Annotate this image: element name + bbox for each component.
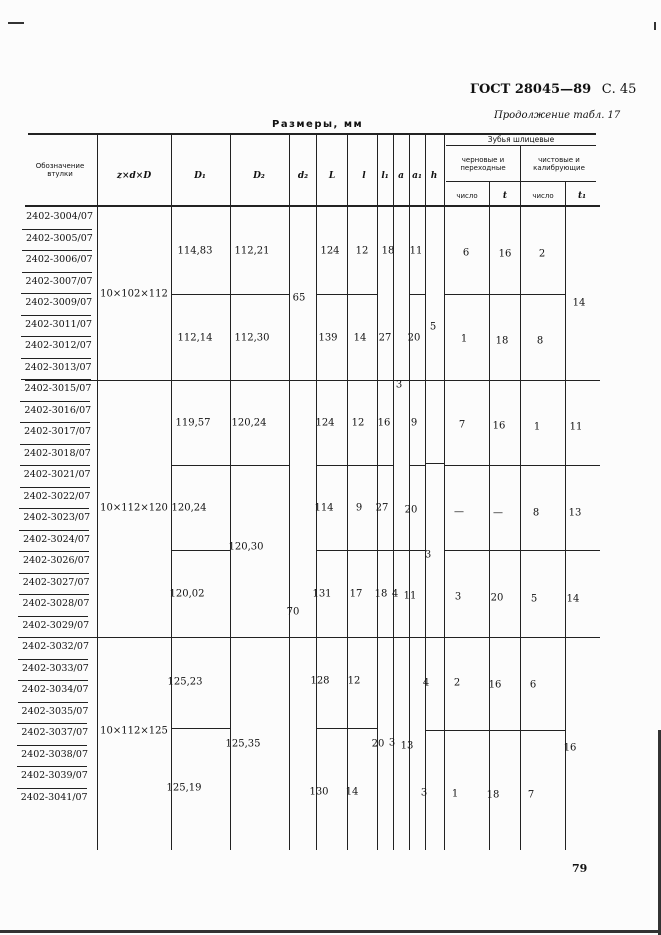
designation-cell: 2402-3018/07: [23, 447, 91, 459]
row-underline: [20, 401, 90, 402]
cell-rough-t: 16: [492, 420, 506, 432]
block-line: [316, 728, 377, 729]
cell-l: 12: [355, 245, 369, 257]
cell-D1: 120,24: [171, 502, 207, 514]
group-sep-1: [25, 380, 600, 381]
cell-D1: 112,14: [177, 332, 213, 344]
designation-cell: 2402-3009/07: [25, 297, 93, 308]
cell-rough-t: 16: [488, 679, 502, 691]
cell-D2: 120,24: [231, 417, 267, 429]
cell-L: 124: [315, 417, 335, 429]
row-underline: [19, 508, 89, 509]
designation-cell: 2402-3034/07: [21, 684, 89, 695]
header-a1: a₁: [412, 171, 422, 181]
cell-D2: 125,35: [225, 738, 261, 750]
header-D2: D₂: [253, 171, 265, 181]
row-underline: [18, 680, 88, 681]
designation-cell: 2402-3011/07: [25, 318, 92, 330]
row-underline: [19, 573, 89, 574]
cell-l: 12: [347, 675, 361, 687]
header-zdD: z×d×D: [116, 171, 152, 181]
block-line: [171, 294, 289, 295]
row-underline: [18, 637, 88, 638]
cell-a: 3: [388, 737, 396, 749]
cell-l1: 18: [381, 245, 395, 257]
cell-D1: 120,02: [169, 588, 205, 600]
col-sep-D2: [289, 134, 290, 850]
block-line: [171, 550, 230, 551]
cell-a: 4: [391, 588, 399, 600]
cell-L: 128: [310, 675, 330, 687]
header-bottom-border: [25, 205, 600, 207]
designation-cell: 2402-3022/07: [23, 490, 91, 502]
cell-rough-t: 18: [486, 789, 500, 801]
designation-cell: 2402-3035/07: [21, 705, 89, 717]
row-underline: [20, 422, 90, 423]
row-underline: [19, 551, 89, 552]
row-underline: [18, 616, 88, 617]
cell-D2: 112,30: [234, 332, 270, 344]
cell-finish-t1: 14: [566, 593, 580, 605]
cell-l: 17: [349, 588, 363, 600]
cell-d2: 70: [286, 606, 300, 618]
designation-cell: 2402-3037/07: [21, 727, 89, 738]
row-underline: [18, 702, 88, 703]
cell-finish-count: 5: [530, 593, 538, 605]
header-rough-t: t: [502, 191, 508, 201]
designation-cell: 2402-3017/07: [24, 426, 91, 437]
row-underline: [21, 358, 91, 359]
row-underline: [20, 487, 90, 488]
cell-a1: 20: [407, 332, 421, 344]
row-underline: [18, 659, 88, 660]
row-underline: [17, 766, 87, 767]
cell-a: 3: [395, 379, 403, 391]
row-underline: [21, 379, 91, 380]
header-finish-t1: t₁: [577, 191, 587, 201]
standard-title: [470, 82, 636, 97]
header-rough-count: число: [456, 192, 478, 200]
designation-cell: 2402-3024/07: [23, 533, 90, 545]
cell-l1: 27: [378, 332, 392, 344]
designation-cell: 2402-3021/07: [23, 469, 91, 480]
scan-mark-right: [654, 22, 656, 30]
designation-cell: 2402-3041/07: [20, 791, 88, 803]
cell-finish-count: 7: [527, 789, 535, 801]
cell-rough-count: 6: [462, 247, 470, 259]
page-ref: С. 45: [601, 82, 637, 97]
designation-cell: 2402-3012/07: [24, 340, 92, 351]
row-underline: [22, 229, 92, 230]
row-underline: [21, 336, 91, 337]
block-line: [444, 294, 565, 295]
designation-cell: 2402-3029/07: [22, 619, 90, 631]
cell-rough-t: 18: [495, 335, 509, 347]
cell-finish-t1: 13: [568, 507, 582, 519]
header-l: l: [362, 171, 366, 181]
block-line: [425, 463, 444, 464]
header-finish: чистовые и калибрующие: [533, 156, 585, 172]
designation-cell: 2402-3005/07: [25, 232, 93, 244]
cell-l: 9: [355, 502, 363, 514]
header-rough: черновые и переходные: [460, 156, 506, 172]
row-underline: [17, 788, 87, 789]
teeth-sub-line: [446, 181, 596, 182]
row-underline: [20, 465, 90, 466]
col-sep-rough-count: [489, 181, 490, 850]
cell-l1: 18: [374, 588, 388, 600]
cell-h: 5: [429, 321, 437, 333]
cell-D1: 125,19: [166, 782, 202, 794]
block-line: [316, 294, 377, 295]
cell-a1: 11: [403, 590, 417, 602]
designation-cell: 2402-3013/07: [24, 361, 92, 373]
cell-zdD: 10×112×120: [100, 502, 168, 514]
designation-cell: 2402-3016/07: [24, 404, 92, 416]
group-sep-2: [25, 637, 600, 638]
cell-l: 14: [353, 332, 367, 344]
cell-rough-t: 16: [498, 248, 512, 260]
header-L: L: [328, 171, 336, 181]
col-sep-rough-t: [520, 145, 521, 850]
cell-l1: 20: [371, 738, 385, 750]
cell-rough-count: 3: [454, 591, 462, 603]
designation-cell: 2402-3004/07: [26, 211, 93, 222]
cell-D1: 119,57: [175, 417, 211, 429]
designation-cell: 2402-3015/07: [24, 383, 92, 394]
designation-cell: 2402-3038/07: [21, 748, 88, 760]
block-line: [444, 550, 600, 551]
cell-finish-t1: 16: [563, 742, 577, 754]
cell-D1: 114,83: [177, 245, 213, 257]
row-underline: [21, 293, 91, 294]
cell-finish-count: 2: [538, 248, 546, 260]
cell-l: 14: [345, 786, 359, 798]
block-line: [171, 465, 289, 466]
block-line: [409, 294, 425, 295]
cell-finish-t1: 14: [572, 297, 586, 309]
page-number: 79: [572, 862, 588, 875]
col-sep-L: [347, 134, 348, 850]
cell-rough-t: —: [493, 507, 503, 519]
designation-cell: 2402-3033/07: [21, 662, 89, 674]
continuation-label: Продолжение табл. 17: [494, 110, 621, 121]
block-line: [316, 550, 409, 551]
cell-finish-t1: 11: [569, 421, 583, 433]
standard-number: ГОСТ 28045—89: [470, 82, 592, 97]
row-underline: [20, 444, 90, 445]
cell-h: 3: [424, 549, 432, 561]
cell-D2: 112,21: [234, 245, 270, 257]
row-underline: [19, 530, 89, 531]
scan-bottom-edge: [0, 930, 661, 933]
designation-cell: 2402-3039/07: [20, 770, 88, 781]
col-sep-h: [444, 134, 445, 850]
designation-cell: 2402-3006/07: [25, 254, 93, 265]
cell-l1: 16: [377, 417, 391, 429]
header-d2: d₂: [297, 171, 309, 181]
cell-finish-count: 8: [536, 335, 544, 347]
cell-finish-count: 8: [532, 507, 540, 519]
cell-D1: 125,23: [167, 676, 203, 688]
designation-cell: 2402-3023/07: [23, 512, 91, 523]
sizes-caption: Размеры, мм: [272, 119, 364, 130]
cell-L: 130: [309, 786, 329, 798]
designation-cell: 2402-3028/07: [22, 598, 90, 609]
block-line: [444, 465, 600, 466]
header-designation: Обозначение втулки: [35, 162, 85, 178]
cell-l1: 27: [375, 502, 389, 514]
cell-L: 139: [318, 332, 338, 344]
col-sep-a1: [425, 134, 426, 850]
cell-rough-count: 1: [451, 788, 459, 800]
row-underline: [21, 315, 91, 316]
scan-mark: [8, 22, 24, 24]
header-h: h: [430, 171, 438, 181]
cell-l: 12: [351, 417, 365, 429]
header-a: a: [398, 171, 404, 181]
cell-rough-count: 7: [458, 419, 466, 431]
cell-finish-count: 1: [533, 421, 541, 433]
row-underline: [19, 594, 89, 595]
cell-zdD: 10×102×112: [100, 288, 168, 300]
cell-a1: 20: [404, 504, 418, 516]
designation-cell: 2402-3027/07: [22, 576, 90, 588]
cell-a1: 13: [400, 740, 414, 752]
header-teeth-group: Зубья шлицевые: [487, 135, 555, 144]
row-underline: [22, 272, 92, 273]
designation-cell: 2402-3007/07: [25, 275, 93, 287]
cell-L: 131: [312, 588, 332, 600]
cell-rough-t: 20: [490, 592, 504, 604]
teeth-header-line: [446, 145, 596, 146]
designation-cell: 2402-3026/07: [22, 555, 90, 566]
block-line: [409, 550, 425, 551]
cell-rough-count: 1: [460, 333, 468, 345]
header-D1: D₁: [194, 171, 206, 181]
cell-a1: 11: [409, 245, 423, 257]
block-line: [316, 465, 393, 466]
cell-L: 124: [320, 245, 340, 257]
cell-h: 4: [422, 677, 430, 689]
cell-d2: 65: [292, 292, 306, 304]
header-finish-count: число: [532, 192, 554, 200]
row-underline: [22, 250, 92, 251]
block-line: [171, 728, 230, 729]
cell-L: 114: [314, 502, 334, 514]
cell-rough-count: —: [454, 506, 464, 518]
cell-D2: 120,30: [228, 541, 264, 553]
block-line: [409, 465, 425, 466]
row-underline: [17, 723, 87, 724]
header-l1: l₁: [381, 171, 389, 181]
cell-finish-count: 6: [529, 679, 537, 691]
designation-cell: 2402-3032/07: [22, 641, 89, 652]
col-sep-zdD: [171, 134, 172, 850]
col-sep-d2: [316, 134, 317, 850]
cell-zdD: 10×112×125: [100, 725, 168, 737]
block-line: [425, 730, 565, 731]
cell-a1: 9: [410, 417, 418, 429]
row-underline: [17, 745, 87, 746]
col-sep-code: [97, 134, 98, 850]
cell-h: 3: [420, 787, 428, 799]
cell-rough-count: 2: [453, 677, 461, 689]
